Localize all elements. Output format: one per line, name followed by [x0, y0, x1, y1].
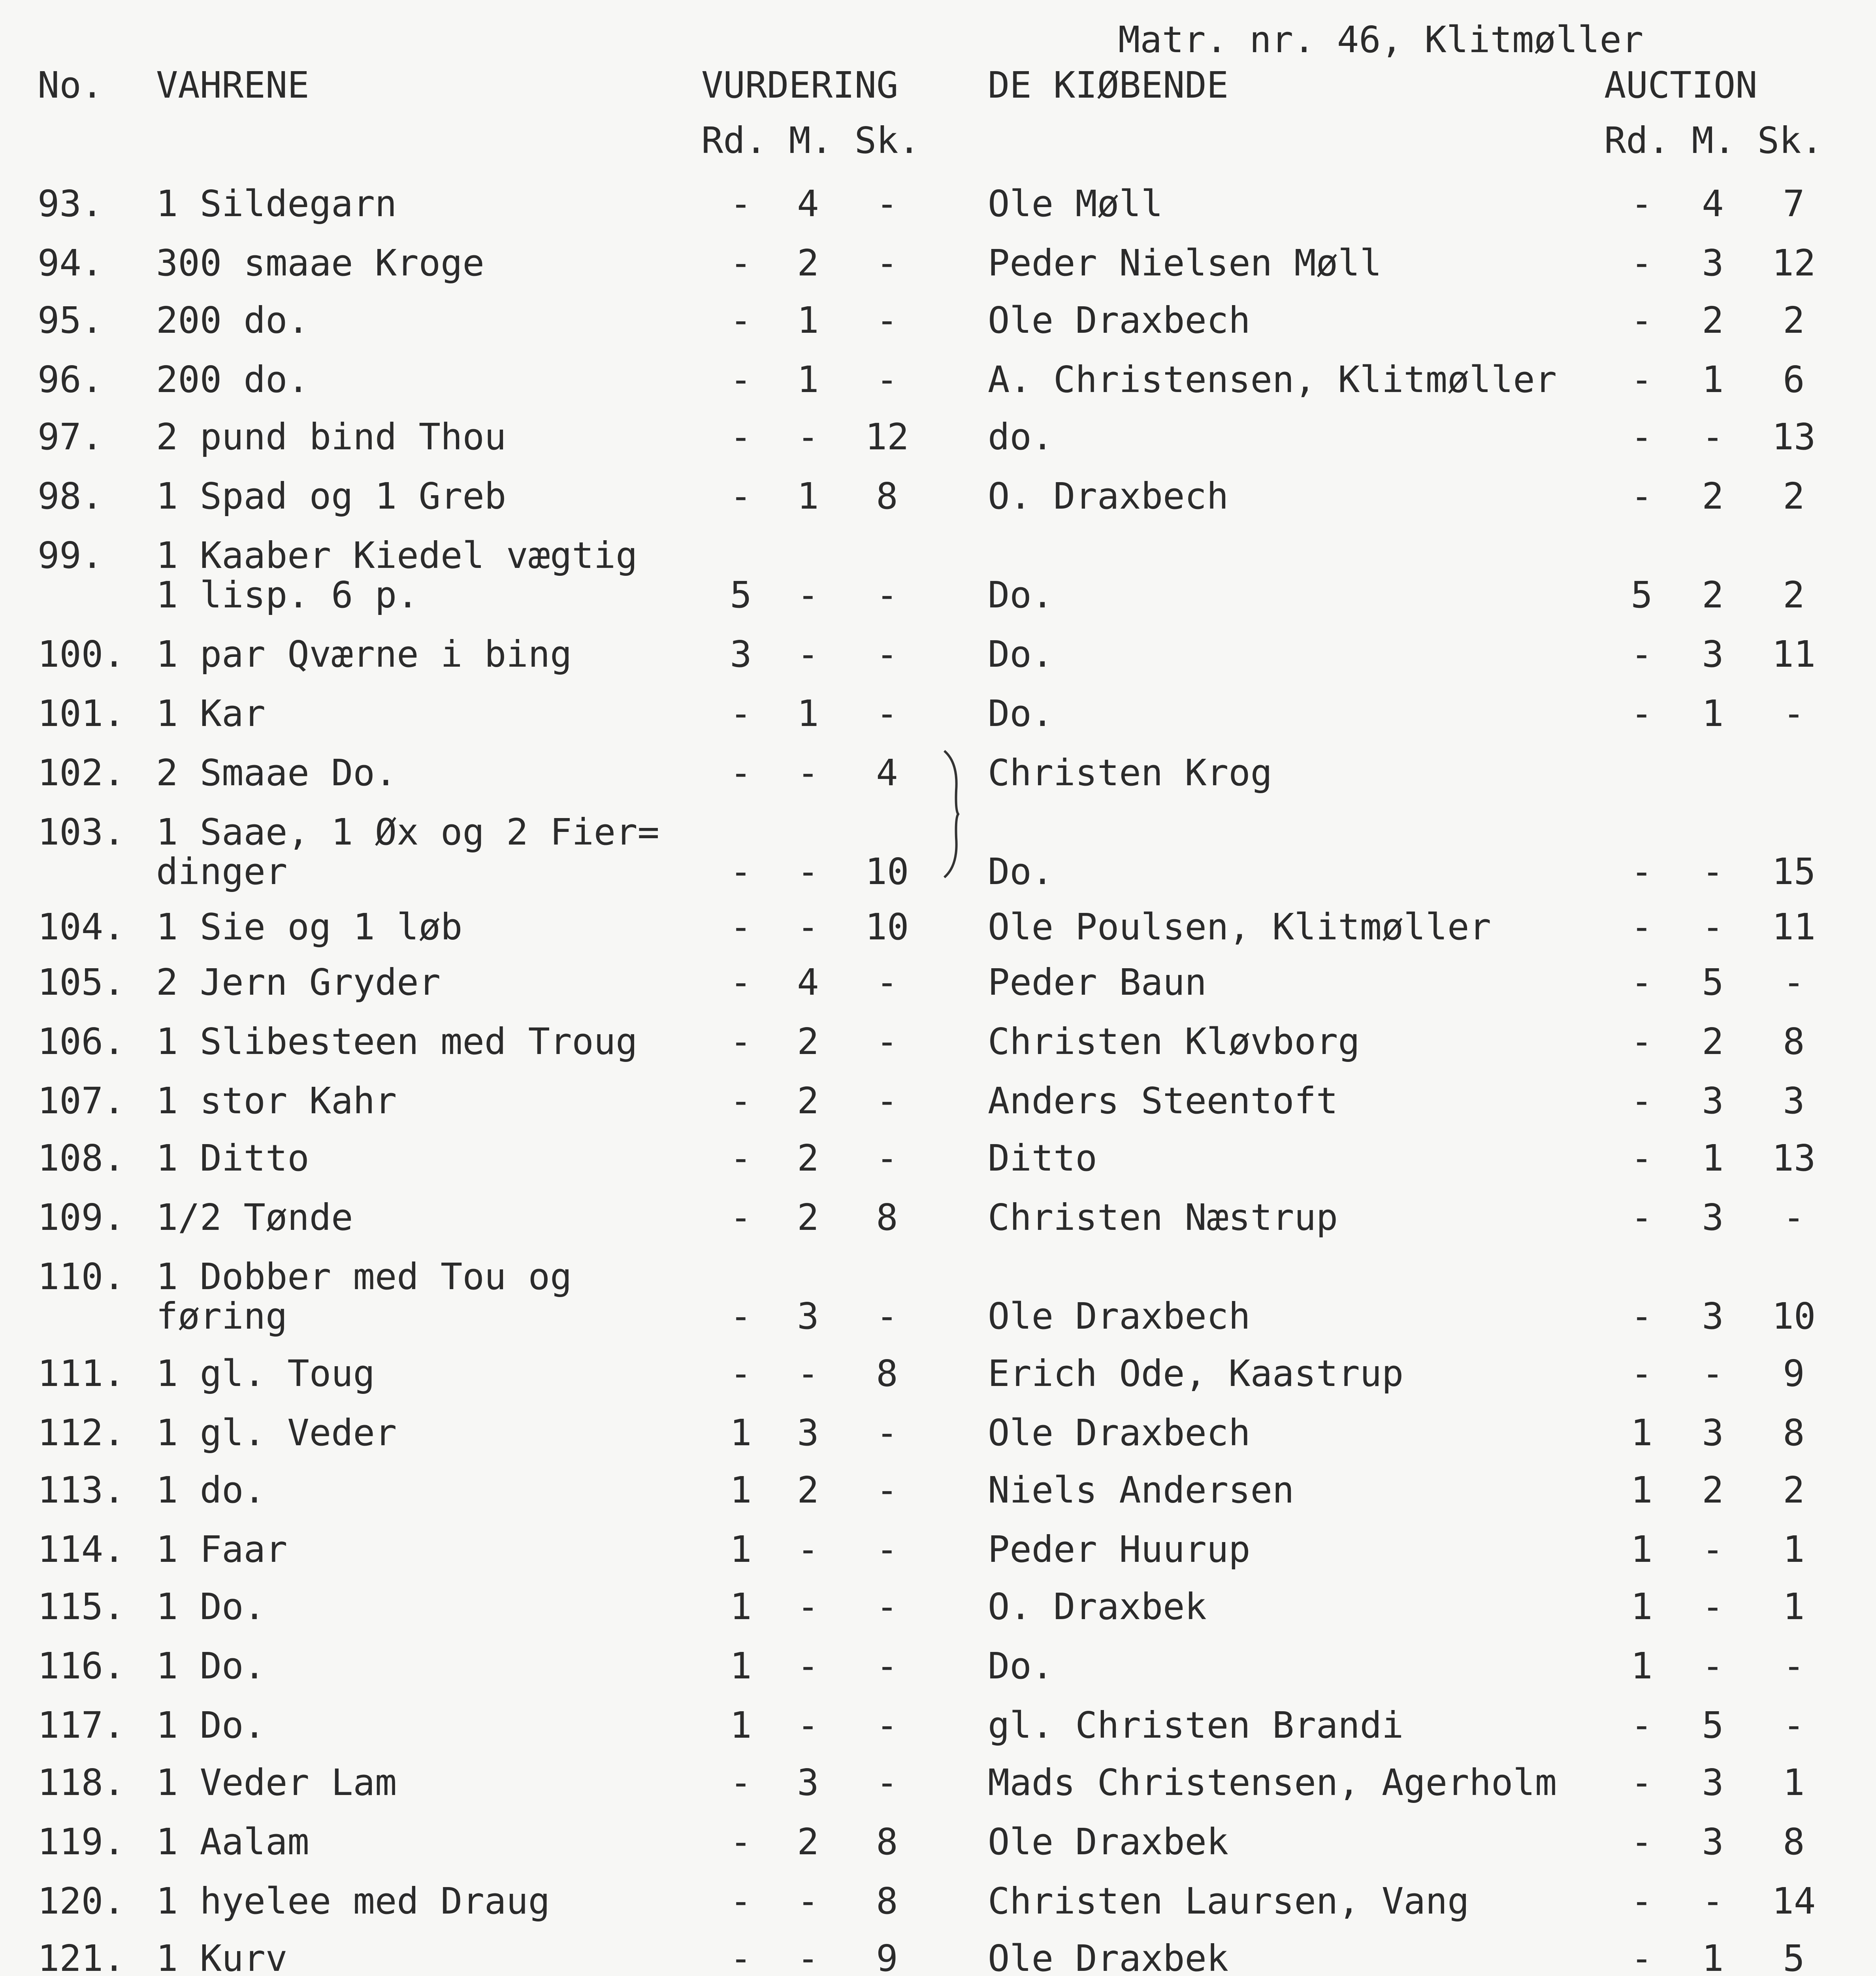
row-vrd: - — [730, 1937, 752, 1976]
row-ask: 9 — [1783, 1352, 1805, 1395]
row-no: 119. — [38, 1821, 125, 1863]
row-vm: 1 — [797, 358, 819, 401]
matr-line: Matr. nr. 46, Klitmøller — [1118, 19, 1644, 61]
row-vm: 2 — [797, 1020, 819, 1063]
row-vsk: 8 — [876, 1821, 898, 1863]
row-item: 1 stor Kahr — [156, 1080, 397, 1122]
row-buyer: Christen Krog — [988, 752, 1273, 794]
row-vm: 1 — [797, 475, 819, 517]
row-item: 1 Do. — [156, 1586, 266, 1628]
row-buyer: Peder Baun — [988, 961, 1207, 1003]
row-item: 1 Slibesteen med Troug — [156, 1020, 638, 1063]
row-no: 112. — [38, 1412, 125, 1454]
row-item: 1 lisp. 6 p. — [156, 574, 419, 616]
row-am: 3 — [1702, 1295, 1724, 1337]
row-no: 94. — [38, 242, 104, 284]
table-row — [0, 242, 1876, 304]
table-row — [0, 1137, 1876, 1199]
row-ask: 2 — [1783, 475, 1805, 517]
row-vsk: - — [876, 299, 898, 341]
table-row — [0, 906, 1876, 968]
row-ask: - — [1783, 1196, 1805, 1239]
row-vm: - — [797, 752, 819, 794]
row-vsk: - — [876, 1020, 898, 1063]
row-vrd: - — [730, 299, 752, 341]
row-buyer: O. Draxbek — [988, 1586, 1207, 1628]
row-vm: - — [797, 1937, 819, 1976]
row-item: 300 smaae Kroge — [156, 242, 484, 284]
row-ard: 1 — [1631, 1586, 1653, 1628]
row-am: - — [1702, 1352, 1724, 1395]
row-vm: 2 — [797, 242, 819, 284]
row-vrd: 1 — [730, 1645, 752, 1687]
row-buyer: Peder Huurup — [988, 1528, 1251, 1571]
row-vrd: - — [730, 961, 752, 1003]
row-ask: 5 — [1783, 1937, 1805, 1976]
table-row — [0, 1937, 1876, 1976]
row-vsk: - — [876, 183, 898, 225]
row-ard: - — [1631, 242, 1653, 284]
row-vm: 2 — [797, 1821, 819, 1863]
row-no: 102. — [38, 752, 125, 794]
table-row — [0, 1196, 1876, 1259]
row-buyer: Christen Laursen, Vang — [988, 1880, 1469, 1922]
row-ask: 3 — [1783, 1080, 1805, 1122]
row-no: 106. — [38, 1020, 125, 1063]
row-vrd: 1 — [730, 1528, 752, 1571]
row-vrd: - — [730, 1352, 752, 1395]
row-ask: 2 — [1783, 299, 1805, 341]
row-am: - — [1702, 1645, 1724, 1687]
row-am: 2 — [1702, 574, 1724, 616]
row-ard: - — [1631, 358, 1653, 401]
row-buyer: Ole Draxbech — [988, 1412, 1251, 1454]
row-ask: 15 — [1772, 850, 1816, 893]
row-vrd: - — [730, 1821, 752, 1863]
table-row — [0, 1821, 1876, 1883]
row-buyer: Ole Poulsen, Klitmøller — [988, 906, 1491, 948]
header-no: No. — [38, 64, 104, 106]
row-vm: 3 — [797, 1295, 819, 1337]
row-am: - — [1702, 1528, 1724, 1571]
table-row — [0, 1761, 1876, 1824]
row-ask: - — [1783, 1645, 1805, 1687]
row-vm: - — [797, 633, 819, 675]
row-item: 1 Saae, 1 Øx og 2 Fier= — [156, 811, 659, 853]
row-item: 1 hyelee med Draug — [156, 1880, 550, 1922]
row-vsk: 8 — [876, 475, 898, 517]
row-item: 1 Aalam — [156, 1821, 309, 1863]
row-no: 116. — [38, 1645, 125, 1687]
row-am: 2 — [1702, 1469, 1724, 1511]
row-am: 5 — [1702, 961, 1724, 1003]
row-vsk: - — [876, 1586, 898, 1628]
row-ard: - — [1631, 633, 1653, 675]
row-item: føring — [156, 1295, 288, 1337]
row-ask: 8 — [1783, 1412, 1805, 1454]
row-vsk: - — [876, 961, 898, 1003]
row-vsk: 9 — [876, 1937, 898, 1976]
row-buyer: Peder Nielsen Møll — [988, 242, 1382, 284]
row-ard: 1 — [1631, 1469, 1653, 1511]
table-row — [0, 1412, 1876, 1474]
row-vm: 3 — [797, 1761, 819, 1804]
row-item: 1 Kaaber Kiedel vægtig — [156, 534, 638, 577]
row-vrd: - — [730, 1295, 752, 1337]
row-ard: - — [1631, 1704, 1653, 1746]
row-no: 107. — [38, 1080, 125, 1122]
row-item: 1 Spad og 1 Greb — [156, 475, 507, 517]
row-ask: 8 — [1783, 1821, 1805, 1863]
row-buyer: Ole Draxbek — [988, 1937, 1229, 1976]
row-ask: 7 — [1783, 183, 1805, 225]
row-no: 109. — [38, 1196, 125, 1239]
row-no: 117. — [38, 1704, 125, 1746]
row-buyer: do. — [988, 416, 1054, 458]
row-no: 98. — [38, 475, 104, 517]
row-am: 2 — [1702, 1020, 1724, 1063]
row-ard: - — [1631, 1821, 1653, 1863]
row-vm: - — [797, 574, 819, 616]
row-vm: - — [797, 1645, 819, 1687]
row-vsk: - — [876, 358, 898, 401]
row-am: 3 — [1702, 242, 1724, 284]
table-row — [0, 1528, 1876, 1591]
row-ard: - — [1631, 850, 1653, 893]
row-ask: 10 — [1772, 1295, 1816, 1337]
row-ask: 2 — [1783, 1469, 1805, 1511]
row-ard: - — [1631, 1080, 1653, 1122]
table-row — [0, 1469, 1876, 1531]
row-vm: - — [797, 1352, 819, 1395]
row-am: 3 — [1702, 633, 1724, 675]
row-no: 115. — [38, 1586, 125, 1628]
table-row — [0, 1704, 1876, 1767]
row-am: - — [1702, 906, 1724, 948]
row-buyer: Ole Draxbech — [988, 1295, 1251, 1337]
row-ask: 11 — [1772, 906, 1816, 948]
row-no: 113. — [38, 1469, 125, 1511]
row-vsk: - — [876, 1080, 898, 1122]
row-vm: 1 — [797, 299, 819, 341]
table-row — [0, 752, 1876, 814]
row-ard: - — [1631, 1020, 1653, 1063]
row-am: 3 — [1702, 1196, 1724, 1239]
row-vrd: - — [730, 242, 752, 284]
row-vm: 2 — [797, 1080, 819, 1122]
row-no: 95. — [38, 299, 104, 341]
row-vsk: 8 — [876, 1196, 898, 1239]
row-item: 1 Kar — [156, 692, 266, 735]
row-vrd: - — [730, 692, 752, 735]
row-ard: - — [1631, 183, 1653, 225]
row-vrd: - — [730, 1137, 752, 1179]
row-buyer: Mads Christensen, Agerholm — [988, 1761, 1557, 1804]
row-ard: - — [1631, 1880, 1653, 1922]
row-no: 120. — [38, 1880, 125, 1922]
row-buyer: O. Draxbech — [988, 475, 1229, 517]
row-item: 2 Jern Gryder — [156, 961, 441, 1003]
row-am: 1 — [1702, 358, 1724, 401]
row-ask: 14 — [1772, 1880, 1816, 1922]
row-item: 2 pund bind Thou — [156, 416, 507, 458]
row-ard: - — [1631, 1761, 1653, 1804]
row-ard: 5 — [1631, 574, 1653, 616]
row-item: 1 gl. Veder — [156, 1412, 397, 1454]
row-vsk: - — [876, 242, 898, 284]
row-no: 110. — [38, 1256, 125, 1298]
row-vm: 1 — [797, 692, 819, 735]
row-am: - — [1702, 850, 1724, 893]
row-item: 1 gl. Toug — [156, 1352, 375, 1395]
row-vrd: 1 — [730, 1586, 752, 1628]
row-item: 1 Dobber med Tou og — [156, 1256, 572, 1298]
table-row — [0, 633, 1876, 696]
row-vrd: - — [730, 1080, 752, 1122]
table-row — [0, 1020, 1876, 1083]
table-row — [0, 1880, 1876, 1942]
row-buyer: Do. — [988, 1645, 1054, 1687]
row-buyer: A. Christensen, Klitmøller — [988, 358, 1557, 401]
row-vsk: - — [876, 1528, 898, 1571]
row-vsk: - — [876, 692, 898, 735]
header-goods: VAHRENE — [156, 64, 309, 106]
row-item: 1 par Qværne i bing — [156, 633, 572, 675]
row-am: 1 — [1702, 1937, 1724, 1976]
row-ard: - — [1631, 1937, 1653, 1976]
table-row — [0, 1080, 1876, 1142]
row-vsk: - — [876, 1704, 898, 1746]
row-am: 3 — [1702, 1761, 1724, 1804]
row-no: 100. — [38, 633, 125, 675]
row-vrd: - — [730, 906, 752, 948]
row-vrd: 3 — [730, 633, 752, 675]
row-vsk: 10 — [865, 906, 909, 948]
header-auc-units: Rd. M. Sk. — [1604, 119, 1823, 162]
table-row — [0, 811, 1876, 893]
row-buyer: gl. Christen Brandi — [988, 1704, 1404, 1746]
row-no: 118. — [38, 1761, 125, 1804]
row-no: 108. — [38, 1137, 125, 1179]
row-ask: 13 — [1772, 416, 1816, 458]
row-ard: 1 — [1631, 1412, 1653, 1454]
row-no: 97. — [38, 416, 104, 458]
row-vm: - — [797, 1586, 819, 1628]
row-am: 1 — [1702, 1137, 1724, 1179]
row-vsk: - — [876, 633, 898, 675]
table-row — [0, 1352, 1876, 1415]
row-vrd: - — [730, 850, 752, 893]
row-ask: 1 — [1783, 1586, 1805, 1628]
row-ard: - — [1631, 416, 1653, 458]
row-vsk: - — [876, 1761, 898, 1804]
row-no: 104. — [38, 906, 125, 948]
row-buyer: Do. — [988, 574, 1054, 616]
row-buyer: Ole Draxbech — [988, 299, 1251, 341]
row-vrd: - — [730, 1020, 752, 1063]
row-no: 114. — [38, 1528, 125, 1571]
row-ard: 1 — [1631, 1528, 1653, 1571]
row-am: 3 — [1702, 1412, 1724, 1454]
row-ask: 6 — [1783, 358, 1805, 401]
row-ask: - — [1783, 1704, 1805, 1746]
row-ask: 2 — [1783, 574, 1805, 616]
row-ard: 1 — [1631, 1645, 1653, 1687]
row-am: 3 — [1702, 1080, 1724, 1122]
row-vrd: 1 — [730, 1469, 752, 1511]
row-item: 2 Smaae Do. — [156, 752, 397, 794]
row-ard: - — [1631, 1352, 1653, 1395]
row-buyer: Anders Steentoft — [988, 1080, 1338, 1122]
row-buyer: Christen Kløvborg — [988, 1020, 1360, 1063]
row-buyer: Do. — [988, 692, 1054, 735]
row-vrd: 5 — [730, 574, 752, 616]
row-am: 3 — [1702, 1821, 1724, 1863]
row-vsk: - — [876, 1412, 898, 1454]
row-ard: - — [1631, 692, 1653, 735]
row-vrd: - — [730, 752, 752, 794]
row-item: 1 Sildegarn — [156, 183, 397, 225]
row-ard: - — [1631, 299, 1653, 341]
row-am: 4 — [1702, 183, 1724, 225]
table-row — [0, 299, 1876, 362]
row-vrd: - — [730, 475, 752, 517]
row-am: - — [1702, 1586, 1724, 1628]
row-ard: - — [1631, 906, 1653, 948]
row-item: 1 Sie og 1 løb — [156, 906, 463, 948]
row-vm: - — [797, 1704, 819, 1746]
row-vm: - — [797, 416, 819, 458]
row-ard: - — [1631, 1137, 1653, 1179]
table-row — [0, 1645, 1876, 1707]
table-row — [0, 1586, 1876, 1648]
row-buyer: Ole Draxbek — [988, 1821, 1229, 1863]
row-item: 1 Do. — [156, 1645, 266, 1687]
row-item: 200 do. — [156, 299, 309, 341]
row-am: - — [1702, 416, 1724, 458]
row-item: 1 Faar — [156, 1528, 288, 1571]
row-vrd: - — [730, 1761, 752, 1804]
row-buyer: Niels Andersen — [988, 1469, 1294, 1511]
row-vsk: 10 — [865, 850, 909, 893]
row-vm: 4 — [797, 183, 819, 225]
header-buyers: DE KIØBENDE — [988, 64, 1229, 106]
row-ask: 1 — [1783, 1528, 1805, 1571]
row-vsk: 8 — [876, 1352, 898, 1395]
row-am: 1 — [1702, 692, 1724, 735]
table-row — [0, 1256, 1876, 1337]
row-am: 2 — [1702, 475, 1724, 517]
row-vm: 2 — [797, 1196, 819, 1239]
row-vrd: 1 — [730, 1412, 752, 1454]
row-vrd: - — [730, 1196, 752, 1239]
row-vrd: 1 — [730, 1704, 752, 1746]
row-no: 96. — [38, 358, 104, 401]
row-no: 101. — [38, 692, 125, 735]
row-vm: - — [797, 850, 819, 893]
row-ask: - — [1783, 692, 1805, 735]
row-ard: - — [1631, 1196, 1653, 1239]
row-no: 105. — [38, 961, 125, 1003]
brace-mark — [940, 747, 964, 881]
row-vrd: - — [730, 1880, 752, 1922]
row-am: 2 — [1702, 299, 1724, 341]
row-ask: 12 — [1772, 242, 1816, 284]
row-ask: 11 — [1772, 633, 1816, 675]
row-ask: 13 — [1772, 1137, 1816, 1179]
row-vsk: 12 — [865, 416, 909, 458]
row-item: 1 do. — [156, 1469, 266, 1511]
row-item: 200 do. — [156, 358, 309, 401]
row-no: 103. — [38, 811, 125, 853]
row-vm: 4 — [797, 961, 819, 1003]
table-row — [0, 475, 1876, 537]
row-vsk: - — [876, 1645, 898, 1687]
row-ard: - — [1631, 475, 1653, 517]
row-vrd: - — [730, 358, 752, 401]
row-ask: 1 — [1783, 1761, 1805, 1804]
row-buyer: Christen Næstrup — [988, 1196, 1338, 1239]
row-vm: 2 — [797, 1137, 819, 1179]
row-buyer: Do. — [988, 633, 1054, 675]
row-vm: 2 — [797, 1469, 819, 1511]
row-item: 1 Ditto — [156, 1137, 309, 1179]
row-vsk: - — [876, 574, 898, 616]
row-item: 1/2 Tønde — [156, 1196, 353, 1239]
row-vrd: - — [730, 183, 752, 225]
row-buyer: Erich Ode, Kaastrup — [988, 1352, 1404, 1395]
row-item: 1 Veder Lam — [156, 1761, 397, 1804]
row-am: - — [1702, 1880, 1724, 1922]
row-ask: 8 — [1783, 1020, 1805, 1063]
row-item: 1 Do. — [156, 1704, 266, 1746]
row-no: 121. — [38, 1937, 125, 1976]
row-buyer: Ole Møll — [988, 183, 1163, 225]
row-vsk: - — [876, 1137, 898, 1179]
row-item: dinger — [156, 850, 288, 893]
table-row — [0, 358, 1876, 421]
header-val-units: Rd. M. Sk. — [701, 119, 920, 162]
row-item: 1 Kurv — [156, 1937, 288, 1976]
row-buyer: Ditto — [988, 1137, 1097, 1179]
row-ask: - — [1783, 961, 1805, 1003]
row-vm: - — [797, 906, 819, 948]
row-ard: - — [1631, 1295, 1653, 1337]
row-no: 111. — [38, 1352, 125, 1395]
table-row — [0, 416, 1876, 478]
table-row — [0, 534, 1876, 616]
row-no: 99. — [38, 534, 104, 577]
row-vm: 3 — [797, 1412, 819, 1454]
row-vm: - — [797, 1528, 819, 1571]
table-row — [0, 183, 1876, 245]
row-vsk: 8 — [876, 1880, 898, 1922]
row-vsk: - — [876, 1469, 898, 1511]
header-valuation: VURDERING — [701, 64, 898, 106]
row-vsk: 4 — [876, 752, 898, 794]
row-am: 5 — [1702, 1704, 1724, 1746]
table-row — [0, 692, 1876, 755]
row-vm: - — [797, 1880, 819, 1922]
row-no: 93. — [38, 183, 104, 225]
row-buyer: Do. — [988, 850, 1054, 893]
row-vrd: - — [730, 416, 752, 458]
header-auction: AUCTION — [1604, 64, 1757, 106]
row-vsk: - — [876, 1295, 898, 1337]
row-ard: - — [1631, 961, 1653, 1003]
table-row — [0, 961, 1876, 1024]
